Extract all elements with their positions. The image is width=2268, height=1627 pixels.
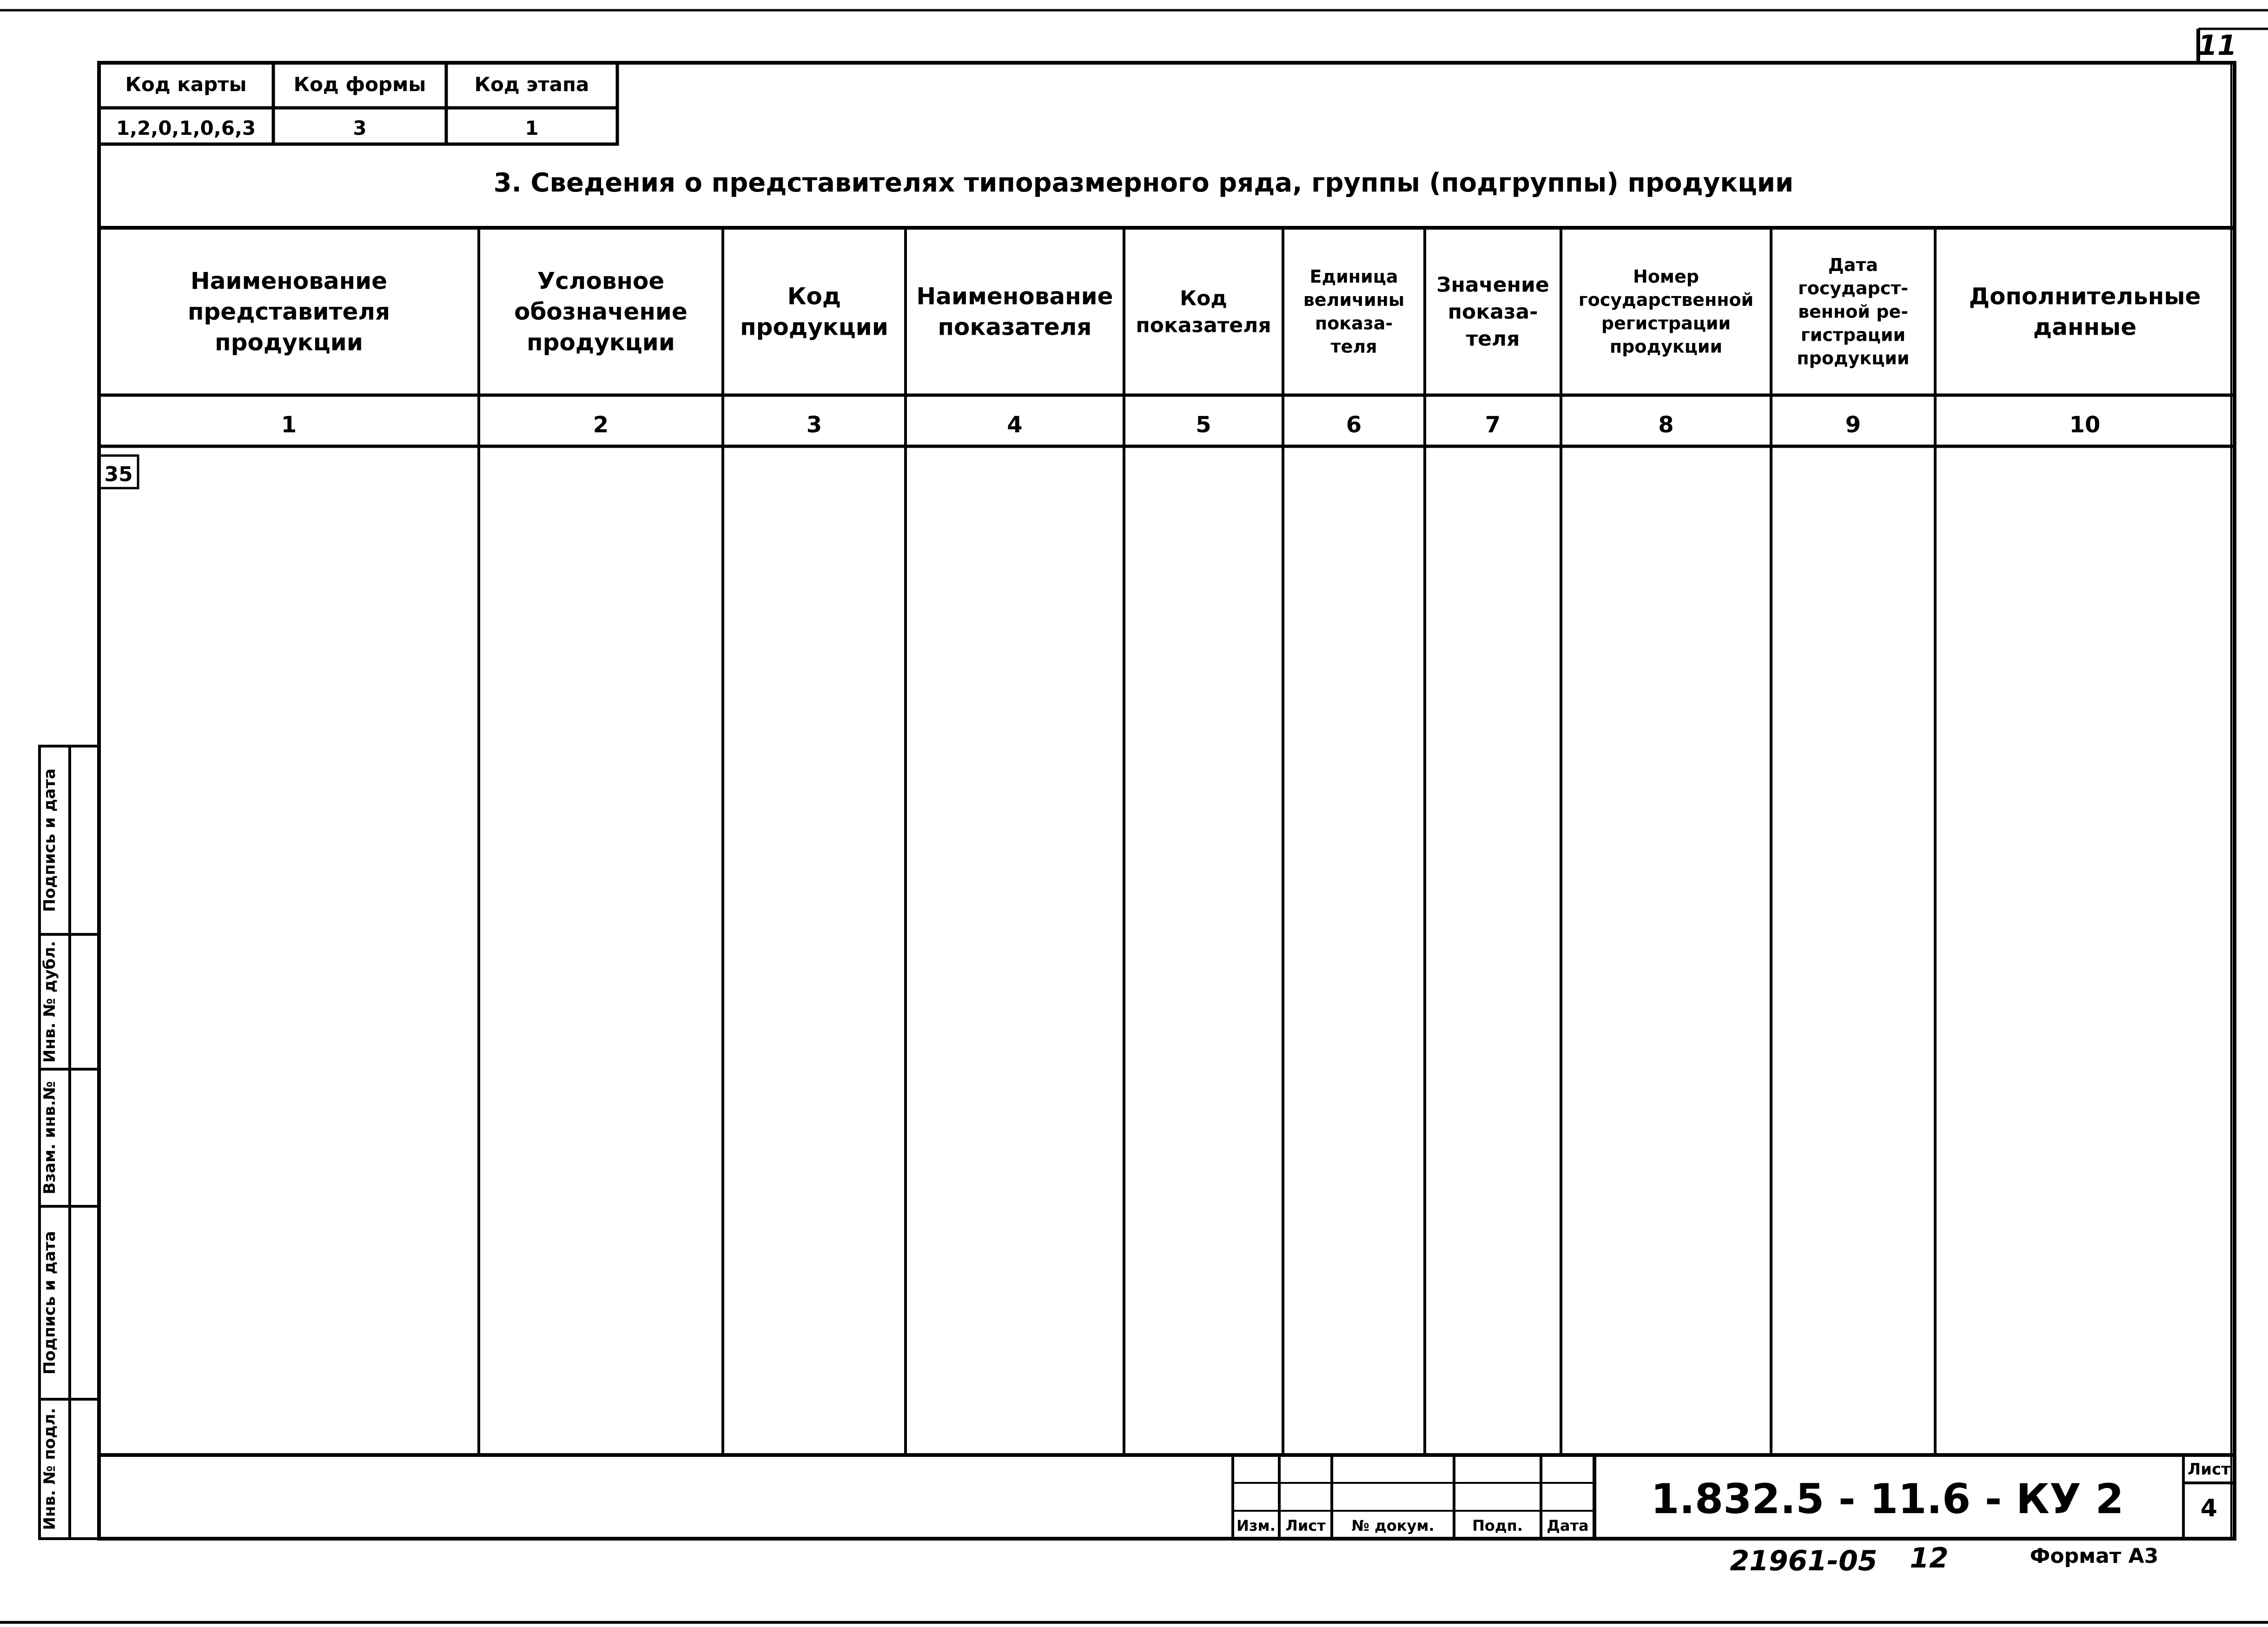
header-label-1: Код карты bbox=[125, 73, 247, 96]
column-2-header-line-3: продукции bbox=[527, 329, 675, 356]
column-2-number: 2 bbox=[593, 412, 609, 438]
column-8-number: 8 bbox=[1658, 412, 1674, 438]
column-9-header-line-2: государст- bbox=[1798, 278, 1909, 299]
header-value-3: 1 bbox=[525, 117, 539, 139]
column-6-header-line-1: Единица bbox=[1309, 266, 1398, 287]
column-10-header-line-2: данные bbox=[2033, 313, 2137, 341]
stamp-label-1: Изм. bbox=[1236, 1517, 1276, 1534]
column-5-header-line-1: Код bbox=[1180, 286, 1227, 311]
column-8-header-line-2: государственной bbox=[1578, 290, 1754, 311]
row-marker: 35 bbox=[104, 463, 133, 486]
column-7-number: 7 bbox=[1485, 412, 1501, 438]
column-6-header-line-4: теля bbox=[1330, 336, 1377, 357]
column-6-header-line-2: величины bbox=[1303, 290, 1405, 311]
column-7-header-line-3: теля bbox=[1466, 327, 1520, 351]
header-value-2: 3 bbox=[353, 117, 367, 139]
side-stamp-label-2: Подпись и дата bbox=[40, 1231, 59, 1375]
copy-number: 12 bbox=[1910, 1542, 1949, 1574]
stamp-label-4: Подп. bbox=[1472, 1517, 1523, 1534]
column-10-header-line-1: Дополнительные bbox=[1969, 283, 2201, 310]
stamp-label-3: № докум. bbox=[1351, 1517, 1435, 1534]
column-5-header-line-2: показателя bbox=[1136, 313, 1271, 337]
column-3-number: 3 bbox=[806, 412, 822, 438]
column-9-number: 9 bbox=[1845, 412, 1861, 438]
column-9-header-line-3: венной ре- bbox=[1798, 301, 1909, 322]
side-stamp-label-4: Инв. № дубл. bbox=[40, 940, 59, 1063]
column-6-header-line-3: показа- bbox=[1315, 313, 1393, 334]
stamp-label-5: Дата bbox=[1547, 1517, 1589, 1534]
column-1-header-line-1: Наименование bbox=[190, 267, 388, 295]
side-stamp-label-1: Инв. № подл. bbox=[40, 1408, 59, 1530]
column-7-header-line-1: Значение bbox=[1436, 273, 1549, 297]
sheet-number: 4 bbox=[2200, 1495, 2218, 1522]
outer-frame bbox=[99, 29, 2268, 1539]
sheet-corner-number: 11 bbox=[2198, 29, 2237, 62]
column-4-header-line-2: показателя bbox=[938, 313, 1092, 341]
format-label: Формат А3 bbox=[2030, 1544, 2159, 1568]
column-1-header-line-3: продукции bbox=[215, 329, 363, 356]
header-label-3: Код этапа bbox=[474, 73, 589, 96]
sheet-label: Лист bbox=[2188, 1460, 2230, 1479]
column-9-header-line-4: гистрации bbox=[1800, 324, 1906, 345]
inventory-number: 21961-05 bbox=[1730, 1545, 1878, 1577]
header-label-2: Код формы bbox=[293, 73, 426, 96]
column-4-number: 4 bbox=[1007, 412, 1023, 438]
column-7-header-line-2: показа- bbox=[1448, 300, 1538, 324]
document-code: 1.832.5 - 11.6 - КУ 2 bbox=[1651, 1475, 2124, 1523]
column-1-number: 1 bbox=[281, 412, 297, 438]
section-title: 3. Сведения о представителях типоразмерного ряда, группы (подгруппы) продукции bbox=[493, 168, 1794, 198]
column-5-number: 5 bbox=[1196, 412, 1211, 438]
main-table bbox=[99, 228, 2235, 1455]
column-4-header-line-1: Наименование bbox=[916, 283, 1113, 310]
column-2-header-line-2: обозначение bbox=[514, 298, 688, 325]
side-stamp-label-5: Подпись и дата bbox=[40, 768, 59, 912]
column-3-header-line-2: продукции bbox=[740, 313, 888, 341]
header-value-1: 1,2,0,1,0,6,3 bbox=[116, 117, 256, 139]
column-9-header-line-1: Дата bbox=[1828, 254, 1878, 275]
column-8-header-line-1: Номер bbox=[1633, 266, 1699, 287]
column-8-header-line-4: продукции bbox=[1609, 336, 1723, 357]
column-6-number: 6 bbox=[1346, 412, 1362, 438]
column-3-header-line-1: Код bbox=[787, 283, 841, 310]
column-10-number: 10 bbox=[2069, 412, 2101, 438]
column-8-header-line-3: регистрации bbox=[1601, 313, 1731, 334]
column-2-header-line-1: Условное bbox=[537, 267, 665, 295]
column-9-header-line-5: продукции bbox=[1797, 348, 1910, 369]
stamp-label-2: Лист bbox=[1285, 1517, 1326, 1534]
column-1-header-line-2: представителя bbox=[187, 298, 390, 325]
side-stamp-label-3: Взам. инв.№ bbox=[40, 1081, 59, 1195]
